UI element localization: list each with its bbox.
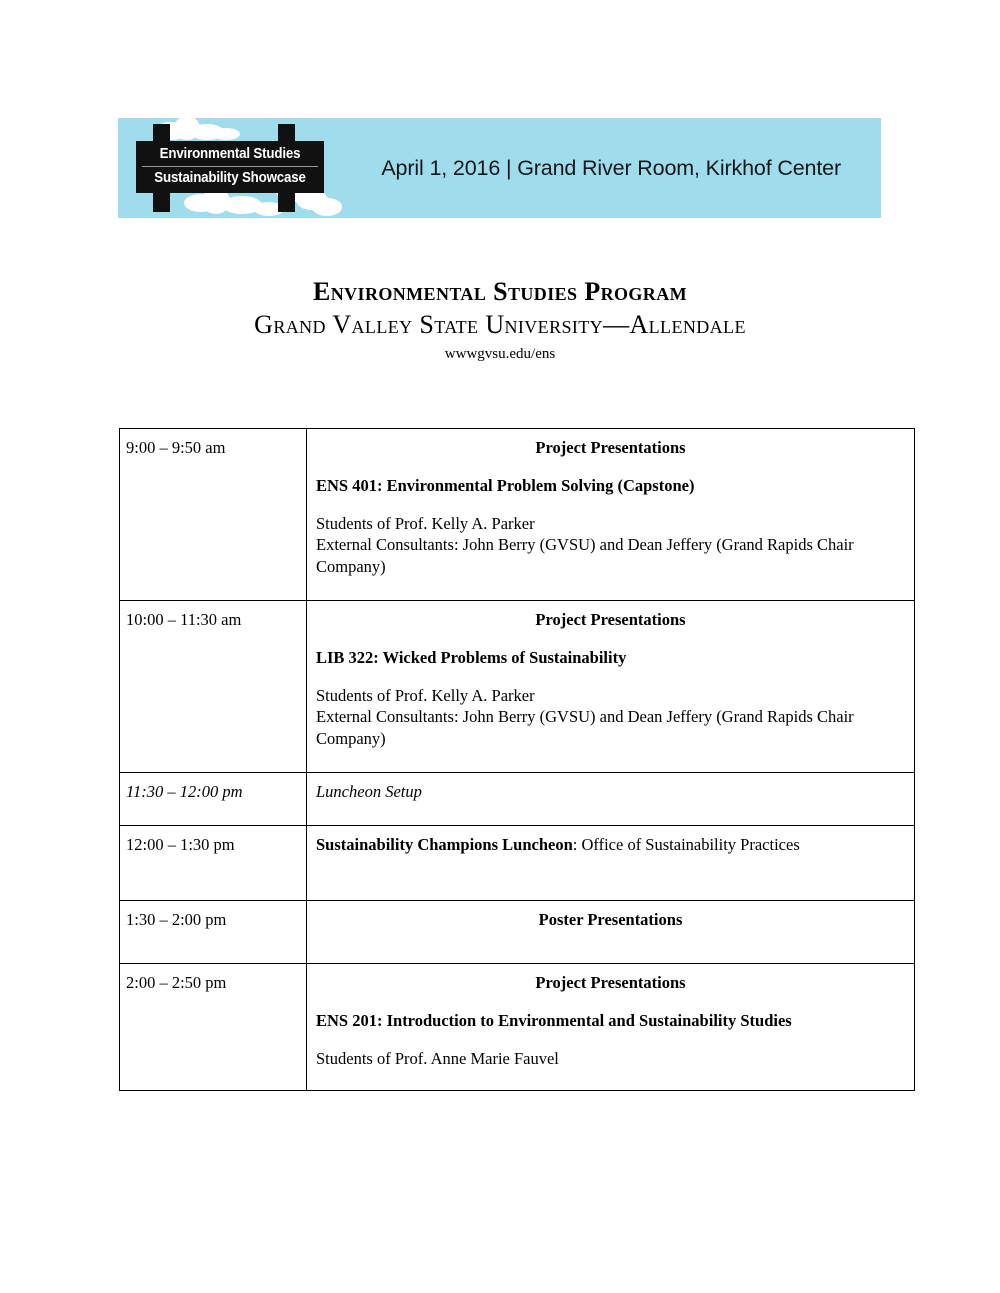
row-details [307,964,915,1091]
course-title: LIB 322: Wicked Problems of Sustainability [316,647,627,667]
program-title: Environmental Studies Program [313,277,687,306]
event-banner [118,118,881,218]
course-title: ENS 201: Introduction to Environmental and Sustainability Studies [316,1010,792,1030]
row-details [307,601,915,773]
row-time: 2:00 – 2:50 pm [120,964,307,1091]
consultants-line: External Consultants: John Berry (GVSU) and Dean Jeffery (Grand Rapids Chair Company) [316,535,854,577]
row-time: 9:00 – 9:50 am [120,429,307,601]
signboard-icon [136,141,324,193]
session-type: Project Presentations [535,438,686,457]
row-time: 10:00 – 11:30 am [120,601,307,773]
logo-line-1: Environmental Studies [159,146,301,162]
page-title-block [0,276,1000,368]
row-details [307,901,915,964]
row-time: 1:30 – 2:00 pm [120,901,307,964]
table-row [120,826,915,901]
program-website: wwwgvsu.edu/ens [444,346,556,363]
row-time: 12:00 – 1:30 pm [120,826,307,901]
table-row [120,964,915,1091]
logo-line-2: Sustainability Showcase [154,170,306,186]
signboard-divider [142,166,318,167]
showcase-logo [126,118,336,218]
table-row [120,429,915,601]
event-host: : Office of Sustainability Practices [572,835,800,854]
consultants-line: External Consultants: John Berry (GVSU) and Dean Jeffery (Grand Rapids Chair Company) [316,707,854,749]
table-row [120,901,915,964]
institution-title: Grand Valley State University—Allendale [254,309,746,339]
cloud-icon [312,198,342,216]
cloud-icon [212,128,240,140]
session-type: Poster Presentations [538,910,683,929]
schedule-table [119,428,915,1091]
session-type: Project Presentations [535,973,686,992]
students-line: Students of Prof. Kelly A. Parker [316,513,535,533]
event-name: Sustainability Champions Luncheon [316,835,573,854]
row-time: 11:30 – 12:00 pm [120,773,307,826]
row-details [307,429,915,601]
students-line: Students of Prof. Kelly A. Parker [316,685,535,705]
event-date-location: April 1, 2016 | Grand River Room, Kirkhof Center [381,155,841,180]
table-row [120,773,915,826]
table-row [120,601,915,773]
row-details [307,826,915,901]
course-title: ENS 401: Environmental Problem Solving (Capstone) [316,475,695,495]
row-details: Luncheon Setup [307,773,915,826]
students-line: Students of Prof. Anne Marie Fauvel [316,1048,559,1068]
session-type: Project Presentations [535,610,686,629]
